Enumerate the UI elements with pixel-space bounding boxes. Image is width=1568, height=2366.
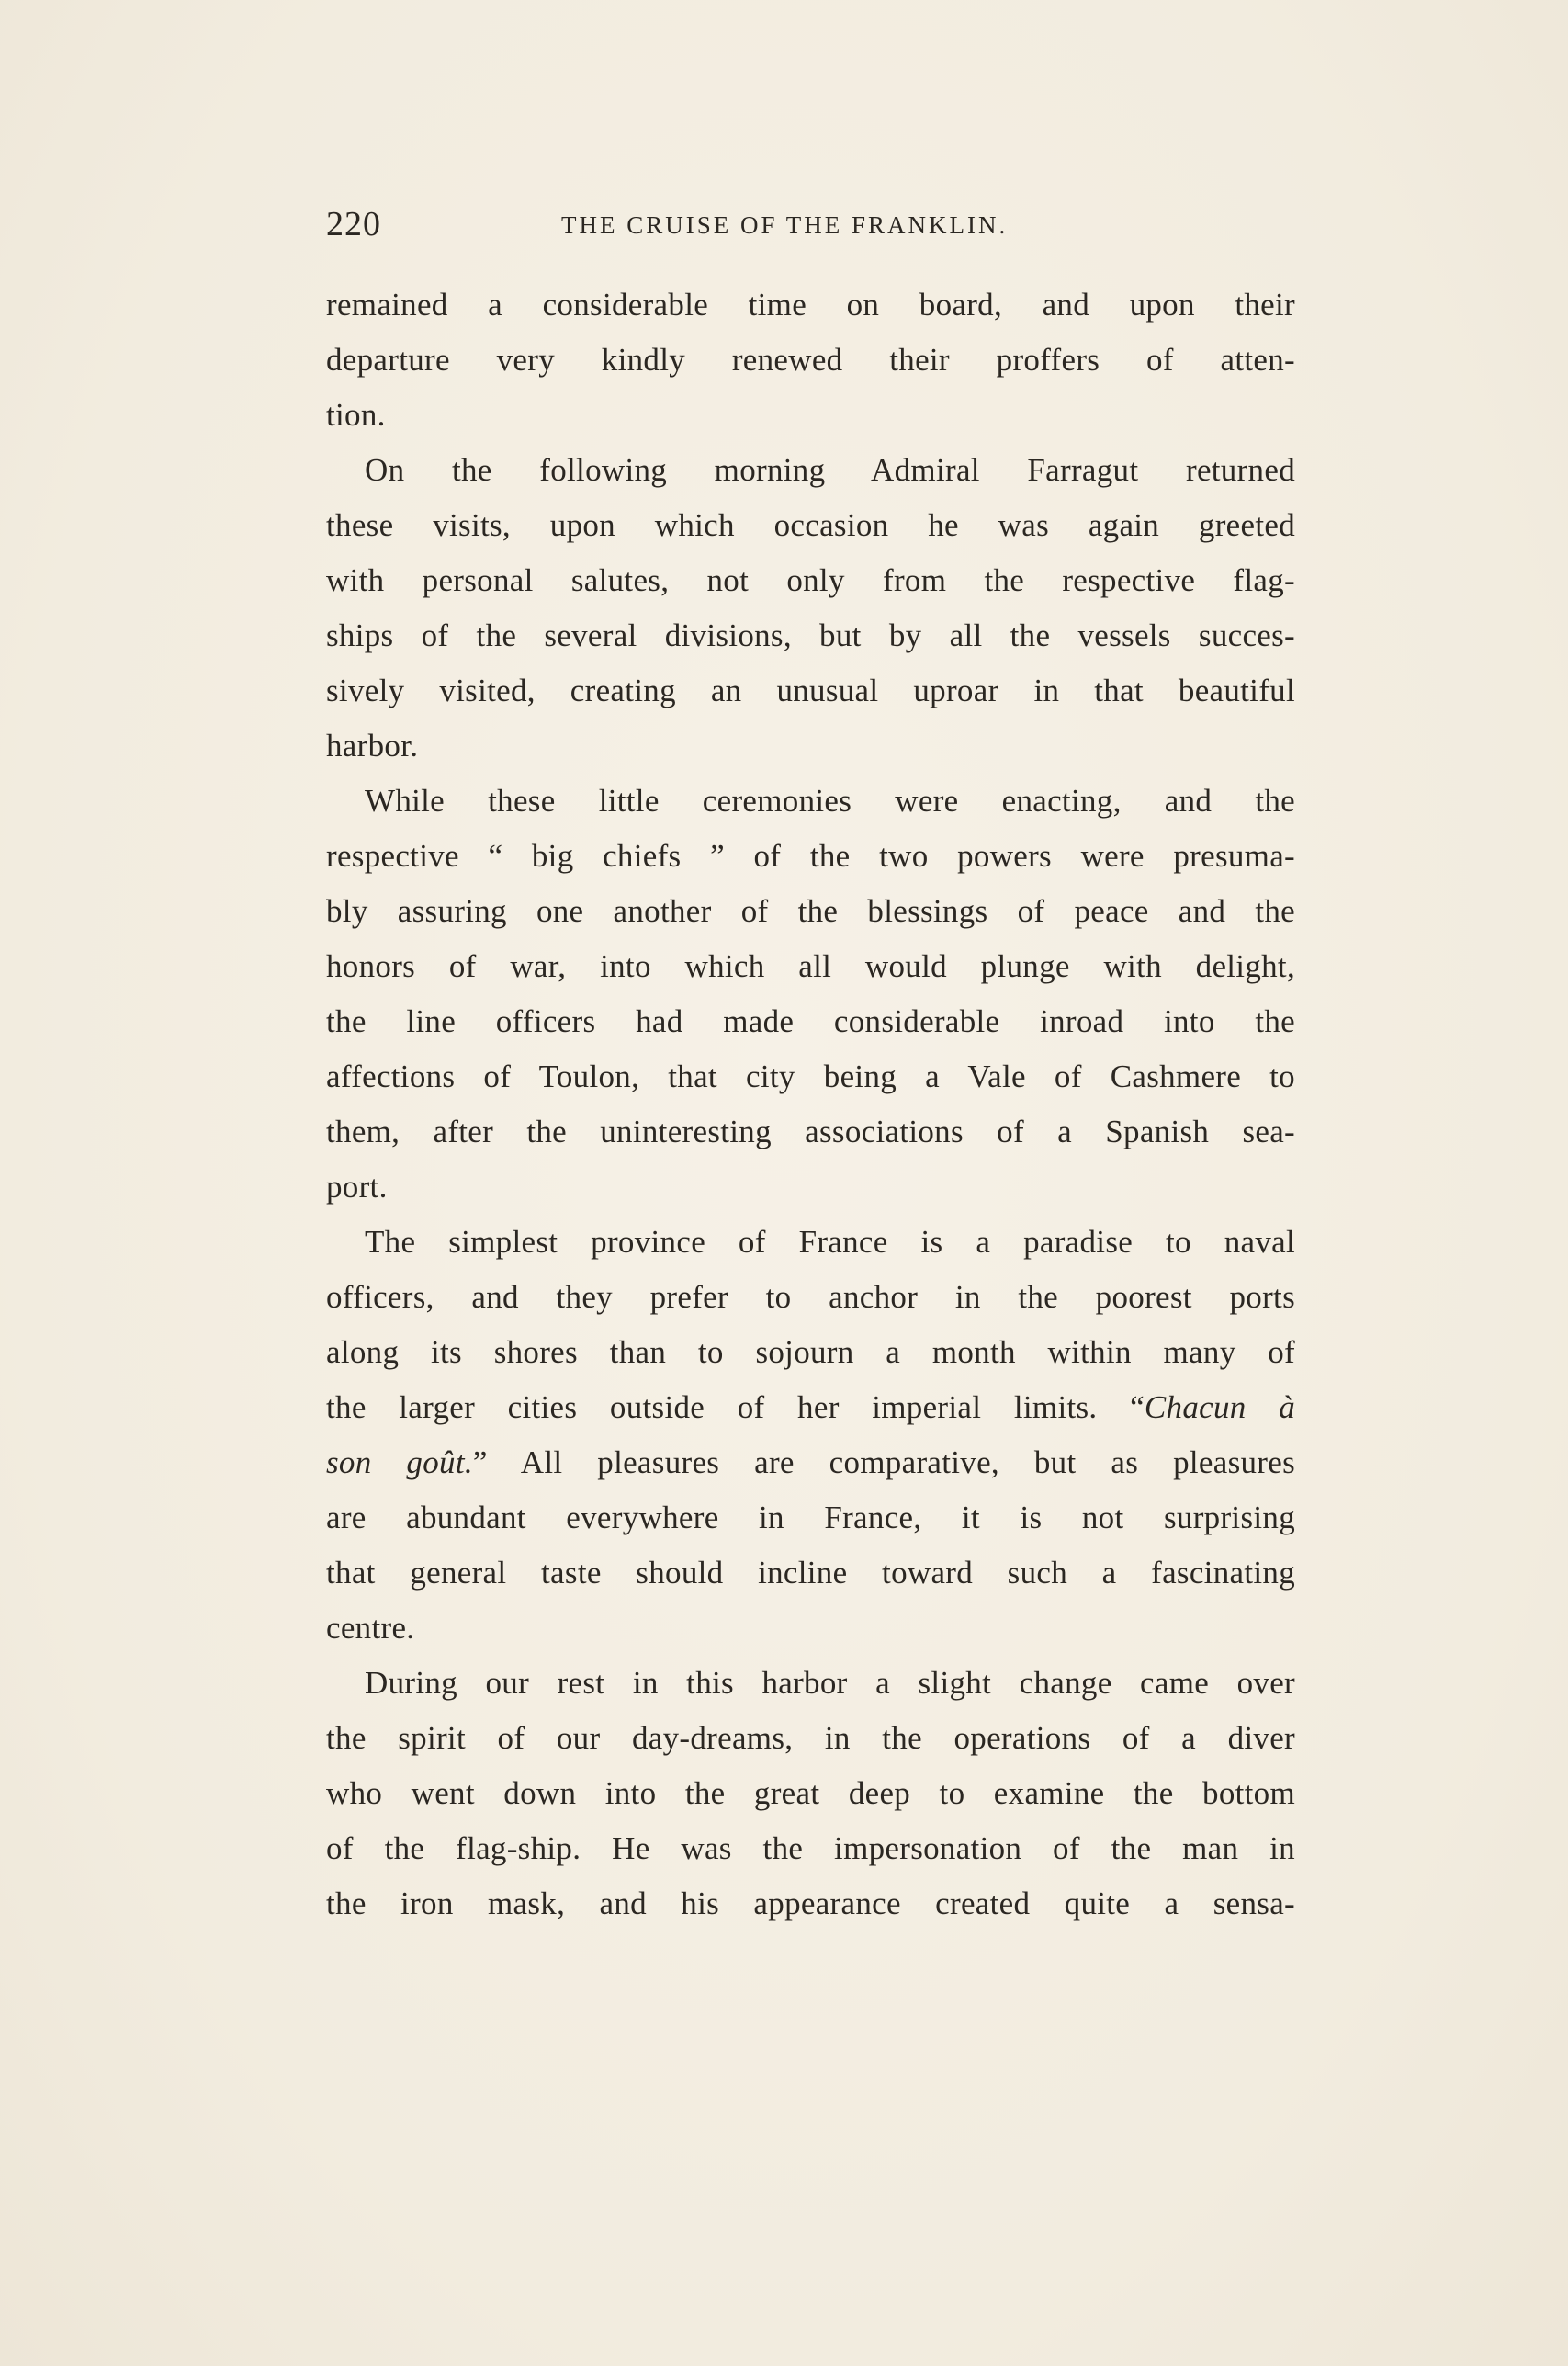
text-line: these visits, upon which occasion he was again greeted <box>326 507 1295 543</box>
text-line: affections of Toulon, that city being a Vale of Cashmere to <box>326 1058 1295 1094</box>
text-line: the line officers had made considerable inroad into the <box>326 1003 1295 1039</box>
text-line: honors of war, into which all would plunge with delight, <box>326 948 1295 984</box>
text-line: officers, and they prefer to anchor in the poorest ports <box>326 1279 1295 1315</box>
text-line: of the flag-ship. He was the impersonation of the man in <box>326 1830 1295 1866</box>
text-line: that general taste should incline toward such a fascinating <box>326 1555 1295 1591</box>
paragraph-first-line: While these little ceremonies were enacting, and the <box>365 783 1295 819</box>
paragraph-first-line: On the following morning Admiral Farragut returned <box>365 452 1295 488</box>
text-line: the larger cities outside of her imperial limits. “Chacun à <box>326 1389 1295 1425</box>
text-line: respective “ big chiefs ” of the two powers were presuma- <box>326 838 1295 874</box>
text-line: port. <box>326 1169 388 1205</box>
text-line: along its shores than to sojourn a month within many of <box>326 1334 1295 1370</box>
running-head <box>326 204 1300 255</box>
text-line: ships of the several divisions, but by all the vessels succes- <box>326 617 1295 653</box>
text-line: sively visited, creating an unusual uproar in that beautiful <box>326 673 1295 708</box>
text-line: bly assuring one another of the blessings of peace and the <box>326 893 1295 929</box>
text-line: them, after the uninteresting associations of a Spanish sea- <box>326 1114 1295 1149</box>
page-number: 220 <box>326 205 381 243</box>
text-line: are abundant everywhere in France, it is not surprising <box>326 1500 1295 1535</box>
text-line: harbor. <box>326 728 419 764</box>
text-line: centre. <box>326 1610 415 1646</box>
text-line: son goût.” All pleasures are comparative, but as pleasures <box>326 1444 1296 1480</box>
paragraph-first-line: The simplest province of France is a paradise to naval <box>365 1224 1295 1260</box>
text-line: with personal salutes, not only from the respective flag- <box>326 562 1295 598</box>
body-text <box>326 277 1295 1931</box>
text-line: tion. <box>326 397 386 433</box>
text-line: the iron mask, and his appearance created quite a sensa- <box>326 1885 1295 1921</box>
text-line: who went down into the great deep to examine the bottom <box>326 1775 1295 1811</box>
text-line: departure very kindly renewed their proffers of atten- <box>326 342 1295 378</box>
italic-phrase: son goût. <box>326 1444 473 1480</box>
paragraph-first-line: During our rest in this harbor a slight change came over <box>365 1665 1295 1701</box>
running-title: THE CRUISE OF THE FRANKLIN. <box>561 211 1009 239</box>
text-line: the spirit of our day-dreams, in the operations of a diver <box>326 1720 1295 1756</box>
italic-phrase: Chacun à <box>1144 1389 1295 1425</box>
text-line: remained a considerable time on board, and upon their <box>326 287 1295 323</box>
